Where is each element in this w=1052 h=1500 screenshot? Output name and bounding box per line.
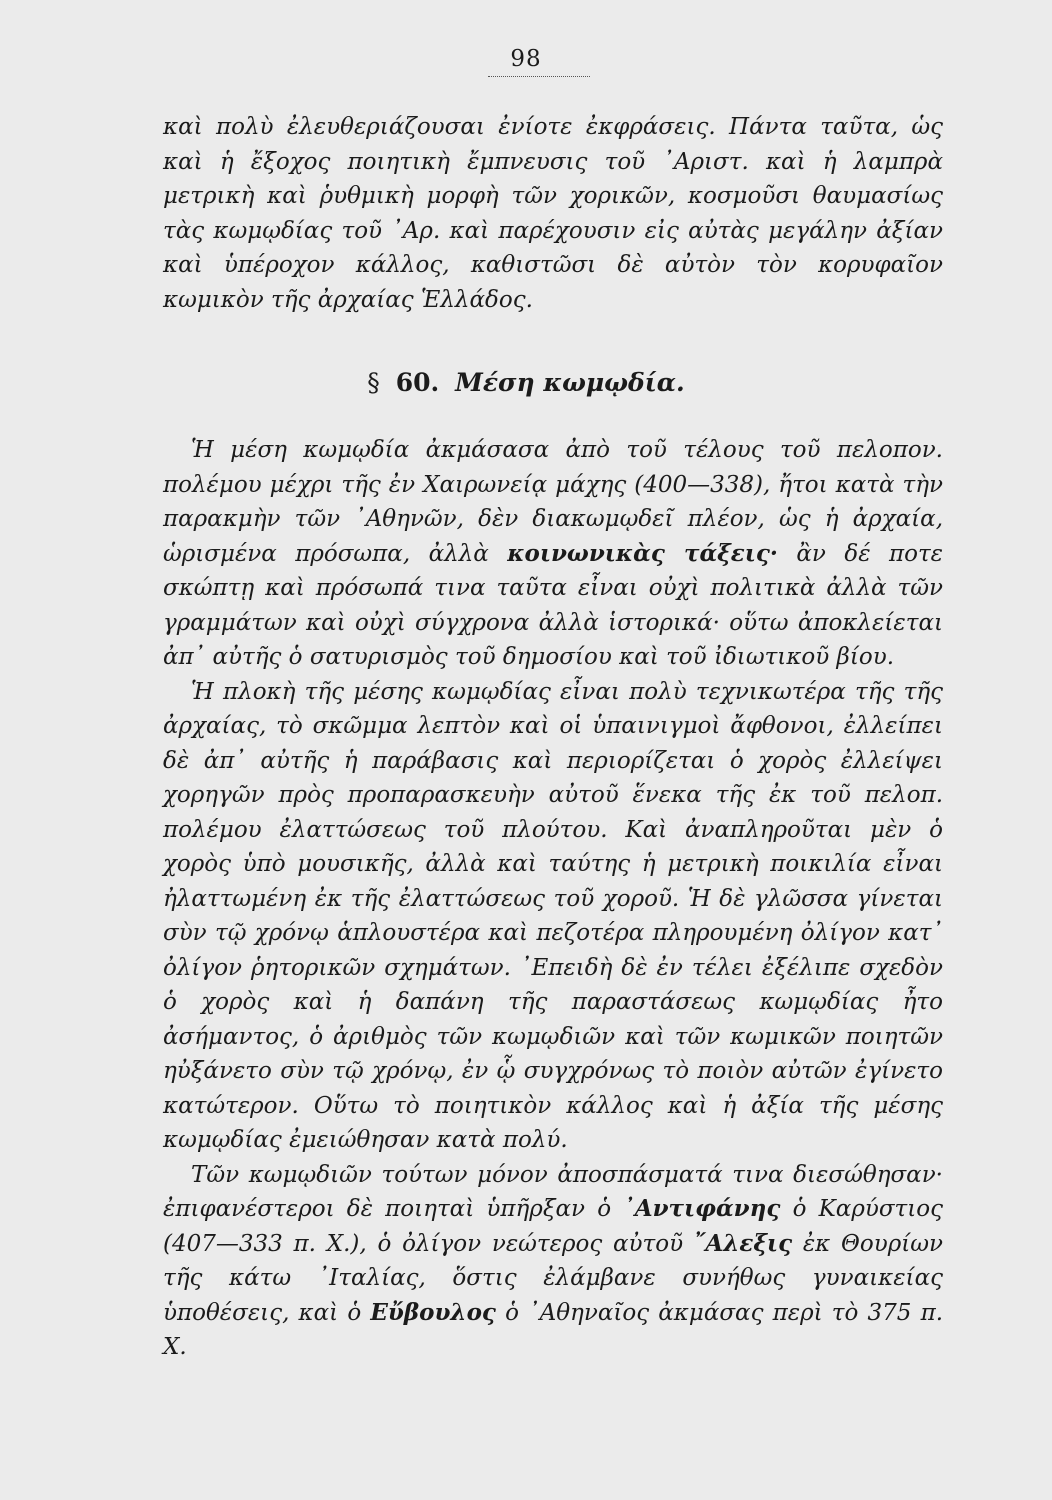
poet-name-antiphanes: ᾿Αντιφάνης	[623, 1195, 781, 1222]
section-body	[163, 433, 943, 1365]
intro-paragraph	[163, 110, 943, 317]
section-heading	[0, 368, 1052, 397]
poet-name-alexis: ῎Αλεξις	[693, 1229, 793, 1257]
section-number: 60.	[395, 368, 440, 397]
paragraph-1-emphasis: κοινωνικὰς τάξεις·	[507, 539, 778, 567]
paragraph-3	[163, 1158, 943, 1365]
section-symbol: §	[367, 368, 380, 397]
header-rule	[488, 76, 590, 77]
paragraph-3-text-c: ἐκ Θουρίων τῆς κάτω ᾿Ιταλίας, ὅστις ἐλάμβανε συνήθως γυναικείας ὑποθέσεις, καὶ ὁ	[163, 1230, 943, 1326]
paragraph-1-text-b: ἂν δέ ποτε σκώπτῃ καὶ πρόσωπά τινα ταῦτα εἶναι οὐχὶ πολιτικὰ ἀλλὰ τῶν γραμμάτων καὶ οὐχὶ σύγχρονα ἀλλὰ ἱστορικά· οὕτω ἀποκλείεται ἀπ᾿ αὐτῆς ὁ σατυρισμὸς τοῦ δημοσίου καὶ τοῦ ἰδιωτικοῦ βίου.	[163, 540, 944, 670]
paragraph-1-text-a: Ἡ μέση κωμῳδία ἀκμάσασα ἀπὸ τοῦ τέλους τοῦ πελοπον. πολέμου μέχρι τῆς ἐν Χαιρωνείᾳ μάχης (400—338), ἤτοι κατὰ τὴν παρακμὴν τῶν ᾿Αθηνῶν, δὲν διακωμῳδεῖ πλέον, ὡς ἡ ἀρχαία, ὡρισμένα πρόσωπα, ἀλλὰ	[163, 437, 943, 567]
intro-text: καὶ πολὺ ἐλευθεριάζουσαι ἐνίοτε ἐκφράσεις. Πάντα ταῦτα, ὡς καὶ ἡ ἔξοχος ποιητικὴ ἔμπνευσις τοῦ ᾿Αριστ. καὶ ἡ λαμπρὰ μετρικὴ καὶ ῥυθμικὴ μορφὴ τῶν χορικῶν, κοσμοῦσι θαυμασίως τὰς κωμῳδίας τοῦ ᾿Αρ. καὶ παρέχουσιν εἰς αὐτὰς μεγάλην ἀξίαν καὶ ὑπέροχον κάλλος, καθιστῶσι δὲ αὐτὸν τὸν κορυφαῖον κωμικὸν τῆς ἀρχαίας Ἑλλάδος.	[163, 114, 943, 313]
paragraph-2: Ἡ πλοκὴ τῆς μέσης κωμῳδίας εἶναι πολὺ τεχνικωτέρα τῆς τῆς ἀρχαίας, τὸ σκῶμμα λεπτὸν καὶ οἱ ὑπαινιγμοὶ ἄφθονοι, ἐλλείπει δὲ ἀπ᾿ αὐτῆς ἡ παράβασις καὶ περιορίζεται ὁ χορὸς ἐλλείψει χορηγῶν πρὸς προπαρασκευὴν αὐτοῦ ἕνεκα τῆς ἐκ τοῦ πελοπ. πολέμου ἐλαττώσεως τοῦ πλούτου. Καὶ ἀναπληροῦται μὲν ὁ χορὸς ὑπὸ μουσικῆς, ἀλλὰ καὶ ταύτης ἡ μετρικὴ ποικιλία εἶναι ἠλαττωμένη ἐκ τῆς ἐλαττώσεως τοῦ χοροῦ. Ἡ δὲ γλῶσσα γίνεται σὺν τῷ χρόνῳ ἁπλουστέρα καὶ πεζοτέρα πληρουμένη ὀλίγον κατ᾿ ὀλίγον ῥητορικῶν σχημάτων. ᾿Επειδὴ δὲ ἐν τέλει ἐξέλιπε σχεδὸν ὁ χορὸς καὶ ἡ δαπάνη τῆς παραστάσεως κωμῳδίας ἦτο ἀσήμαντος, ὁ ἀριθμὸς τῶν κωμῳδιῶν καὶ τῶν κωμικῶν ποιητῶν ηὐξάνετο σὺν τῷ χρόνῳ, ἐν ᾧ συγχρόνως τὸ ποιὸν αὐτῶν ἐγίνετο κατώτερον. Οὕτω τὸ ποιητικὸν κάλλος καὶ ἡ ἀξία τῆς μέσης κωμῳδίας ἐμειώθησαν κατὰ πολύ.	[163, 678, 943, 1153]
poet-name-eubulus: Εὔβουλος	[370, 1298, 496, 1326]
paragraph-3-text-a: Τῶν κωμῳδιῶν τούτων μόνον ἀποσπάσματά τινα διεσώθησαν· ἐπιφανέστεροι δὲ ποιηταὶ ὑπῆρξαν ὁ	[163, 1161, 943, 1222]
paragraph-3-text-b: ὁ Καρύστιος (407—333 π. Χ.), ὁ ὀλίγον νεώτερος αὐτοῦ	[163, 1196, 943, 1257]
paragraph-1	[163, 433, 943, 675]
section-title: Μέση κωμῳδία.	[455, 368, 685, 397]
paragraph-3-text-d: ὁ ᾿Αθηναῖος ἀκμάσας περὶ τὸ 375 π. Χ.	[163, 1299, 944, 1360]
page-number: 98	[510, 46, 542, 72]
